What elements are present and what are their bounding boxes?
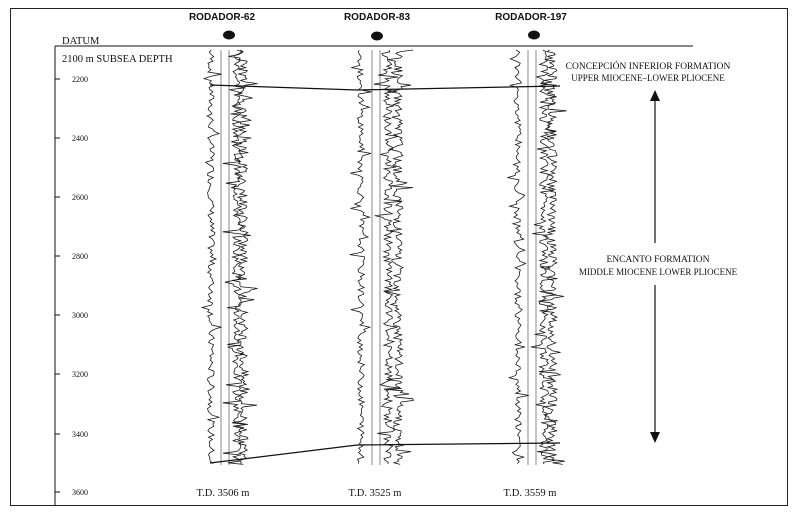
formation-name-concepcion-inferior: CONCEPCIÓN INFERIOR FORMATION [565,62,731,72]
arrow-down-head-icon [650,432,660,443]
depth-tick-label: 3400 [72,430,88,439]
well-marker-rodador-197 [528,31,540,40]
formation-age-encanto: MIDDLE MIOCENE LOWER PLIOCENE [578,267,738,277]
log-curve-right [223,50,251,464]
formation-name-encanto: ENCANTO FORMATION [606,255,710,265]
log-curve-left [350,50,372,464]
well-log-tracks [202,50,566,465]
well-log-rodador-197 [507,50,566,465]
depth-tick-label: 3200 [72,370,88,379]
depth-tick-label: 3000 [72,311,88,320]
well-name-rodador-197: RODADOR-197 [495,12,567,23]
td-rodador-197: T.D. 3559 m [503,488,557,499]
depth-tick-label: 2800 [72,252,88,261]
formation-age-concepcion-inferior: UPPER MIOCENE–LOWER PLIOCENE [571,73,725,83]
depth-ticks [55,75,88,497]
log-curve-left [507,50,529,464]
depth-tick-label: 2200 [72,75,88,84]
well-name-rodador-62: RODADOR-62 [188,12,256,23]
well-log-rodador-83 [350,50,414,465]
well-log-rodador-62 [202,50,258,465]
log-curve-left [202,50,221,464]
depth-tick-label: 3600 [72,488,88,497]
depth-axis-label: 2100 m SUBSEA DEPTH [62,54,173,65]
depth-tick-label: 2400 [72,134,88,143]
td-rodador-83: T.D. 3525 m [348,488,402,499]
well-marker-rodador-62 [223,31,235,40]
well-name-rodador-83: RODADOR-83 [343,12,411,23]
datum-label: DATUM [62,36,100,47]
arrow-up-head-icon [650,90,660,101]
depth-tick-label: 2600 [72,193,88,202]
td-rodador-62: T.D. 3506 m [196,488,250,499]
log-curve-far-right [537,50,567,464]
well-marker-rodador-83 [371,32,383,41]
